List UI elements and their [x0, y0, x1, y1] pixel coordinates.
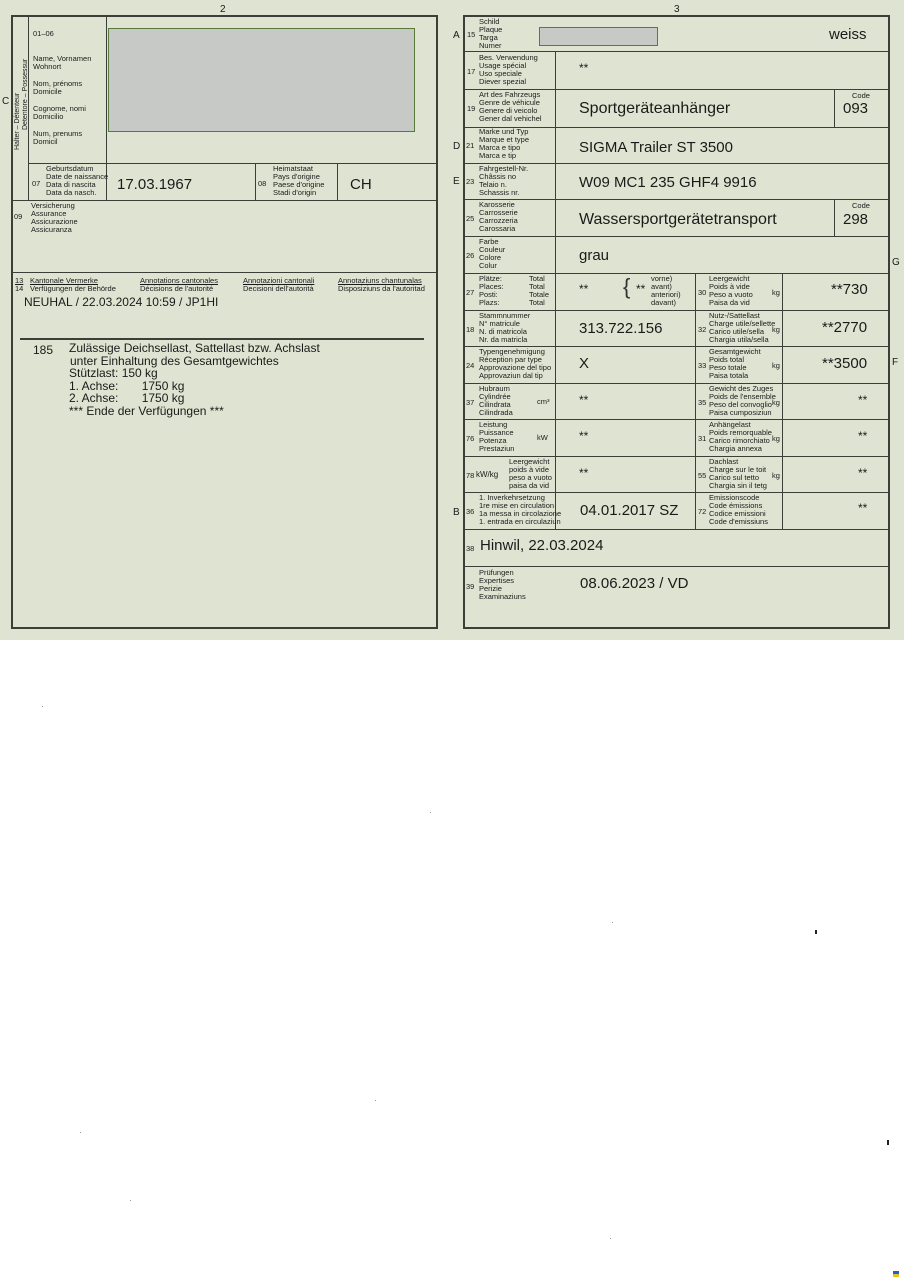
train-weight-unit: kg — [772, 398, 780, 407]
power-value: ** — [579, 429, 589, 443]
total-weight-num: 33 — [698, 361, 707, 370]
redacted-plate-number — [539, 27, 658, 46]
train-weight-num: 35 — [698, 398, 707, 407]
birth-num: 07 — [32, 179, 41, 188]
plate-label: Schild Plaque Targa Numer — [479, 17, 503, 50]
body-value: Wassersportgerätetransport — [579, 211, 777, 228]
remarks-num-13: 13 — [15, 276, 24, 285]
color-num: 26 — [466, 251, 475, 260]
page-number-left: 2 — [220, 4, 226, 15]
power-unit: kW — [537, 433, 548, 442]
color-value: grau — [579, 247, 610, 264]
place-date-value: Hinwil, 22.03.2024 — [480, 537, 604, 554]
vehicle-type-value: Sportgeräteanhänger — [579, 100, 731, 117]
birth-label: Geburtsdatum Date de naissance Data di nascita Data da nasch. — [46, 164, 109, 197]
train-weight-value: ** — [858, 393, 868, 407]
note-line: 2. Achse: 1750 kg — [69, 391, 185, 405]
body-num: 25 — [466, 214, 475, 223]
scan-speck — [42, 706, 43, 707]
insurance-num: 09 — [14, 212, 23, 221]
scan-speck — [375, 1100, 376, 1101]
chassis-label: Fahrgestell-Nr. Châssis no Telaio n. Schassis nr. — [479, 164, 529, 197]
chassis-num: 23 — [466, 177, 475, 186]
payload-num: 32 — [698, 325, 707, 334]
seats-front-value: ** — [636, 282, 646, 296]
empty-weight-label: Leergewicht Poids à vide Peso a vuoto Paisa da vid — [709, 274, 753, 307]
origin-country: CH — [350, 176, 372, 193]
usage-value: ** — [579, 61, 589, 75]
empty-weight-value: **730 — [831, 281, 868, 298]
holder-code: 01–06 — [33, 29, 54, 38]
vehicle-type-code-label: Code — [852, 91, 870, 100]
page-number-right: 3 — [674, 4, 680, 15]
displacement-value: ** — [579, 393, 589, 407]
roof-load-unit: kg — [772, 471, 780, 480]
make-value: SIGMA Trailer ST 3500 — [579, 139, 733, 156]
displacement-num: 37 — [466, 398, 475, 407]
vehicle-type-num: 19 — [467, 104, 476, 113]
seats-front-label: vorne) avant) anteriori) davant) — [651, 274, 681, 307]
roof-load-value: ** — [858, 466, 868, 480]
remarks-entry: NEUHAL / 22.03.2024 10:59 / JP1HI — [24, 295, 219, 309]
remarks-header-de: Kantonale Vermerke — [30, 276, 98, 285]
payload-unit: kg — [772, 325, 780, 334]
total-weight-label: Gesamtgewicht Poids total Peso totale Paisa totala — [709, 347, 761, 380]
scan-speck — [612, 922, 613, 923]
holder-name-label-fr: Nom, prénoms Domicile — [33, 79, 83, 96]
body-label: Karosserie Carrosserie Carrozzeria Carossaria — [479, 200, 518, 233]
displacement-label: Hubraum Cylindrée Cilindrata Cilindrada — [479, 384, 513, 417]
body-code-label: Code — [852, 201, 870, 210]
holder-name-label-it: Cognome, nomi Domicilio — [33, 104, 86, 121]
place-date-num: 38 — [466, 544, 475, 553]
usage-num: 17 — [467, 67, 476, 76]
remarks-sub-fr: Décisions de l'autorité — [140, 284, 214, 293]
remarks-header-fr: Annotations cantonales — [140, 276, 218, 285]
make-num: 21 — [466, 141, 475, 150]
remarks-sub-rm: Disposiziuns da l'autoritad — [338, 284, 425, 293]
master-number-label: Stammnummer N° matricule N. di matricola Nr. da matricla — [479, 311, 531, 344]
insurance-label: Versicherung Assurance Assicurazione Assicuranza — [31, 201, 78, 234]
plate-color: weiss — [829, 26, 867, 43]
power-weight-unit: kW/kg — [476, 470, 499, 479]
train-weight-label: Gewicht des Zuges Poids de l'ensemble Peso del convoglio Paisa cumposiziun — [709, 384, 776, 417]
side-letter-c: C — [2, 96, 10, 107]
first-registration-num: 36 — [466, 507, 475, 516]
payload-value: **2770 — [822, 319, 868, 336]
note-line: *** Ende der Verfügungen *** — [69, 403, 224, 418]
first-registration-label: 1. Inverkehrsetzung 1re mise en circulation 1a messa in circolazione 1. entrada en circulaziun — [479, 493, 562, 526]
power-label: Leistung Puissance Potenza Prestaziun — [479, 420, 515, 453]
brace-symbol: { — [623, 274, 631, 299]
side-letter-d: D — [453, 141, 461, 152]
approval-value: X — [579, 355, 590, 372]
make-label: Marke und Typ Marque et type Marca e tipo Marca e tip — [479, 127, 530, 160]
side-letter-a: A — [453, 30, 460, 41]
holder-name-label: Name, Vornamen Wohnort — [33, 54, 92, 71]
redacted-holder-address — [108, 28, 415, 132]
inspections-value: 08.06.2023 / VD — [580, 575, 689, 592]
remarks-header-rm: Annotaziuns chantunalas — [338, 276, 422, 285]
roof-load-num: 55 — [698, 471, 707, 480]
note-line: unter Einhaltung des Gesamtgewichtes — [70, 353, 279, 368]
scan-marker — [893, 1274, 899, 1277]
side-letter-f: F — [892, 357, 899, 368]
approval-num: 24 — [466, 361, 475, 370]
scan-speck — [430, 812, 431, 813]
empty-weight-num: 30 — [698, 288, 707, 297]
trailer-load-label: Anhängelast Poids remorquable Carico rimorchiato Chargia annexa — [709, 420, 772, 453]
displacement-unit: cm³ — [537, 397, 550, 406]
trailer-load-num: 31 — [698, 434, 707, 443]
power-num: 76 — [466, 434, 475, 443]
body-code: 298 — [843, 211, 869, 228]
first-registration-value: 04.01.2017 SZ — [580, 502, 679, 519]
total-weight-unit: kg — [772, 361, 780, 370]
master-number-num: 18 — [466, 325, 475, 334]
emission-value: ** — [858, 501, 868, 515]
holder-name-label-rm: Num, prenums Domicil — [33, 129, 83, 146]
power-weight-num: 78 — [466, 471, 475, 480]
usage-label: Bes. Verwendung Usage spécial Uso speciale Diever spezial — [479, 53, 538, 86]
power-weight-value: ** — [579, 466, 589, 480]
emission-label: Emissionscode Code émissions Codice emissioni Code d'emissiuns — [709, 493, 768, 526]
roof-load-label: Dachlast Charge sur le toit Carico sul tetto Chargia sin il tetg — [709, 457, 767, 490]
origin-label: Heimatstaat Pays d'origine Paese d'origine Stadi d'origin — [273, 164, 325, 197]
approval-label: Typengenehmigung Réception par type Approvazione del tipo Approvaziun dal tip — [479, 347, 552, 380]
note-line: Stützlast: 150 kg — [69, 366, 158, 380]
trailer-load-value: ** — [858, 429, 868, 443]
note-block — [69, 342, 320, 417]
trailer-load-unit: kg — [772, 434, 780, 443]
empty-weight-unit: kg — [772, 288, 780, 297]
side-letter-e: E — [453, 176, 460, 187]
note-code: 185 — [33, 343, 54, 357]
payload-label: Nutz-/Sattellast Charge utile/sellette Carico utile/sella Chargia utila/sella — [709, 311, 776, 344]
remarks-num-14: 14 — [15, 284, 24, 293]
seats-label: Plätze: Places: Posti: Plazs: — [479, 274, 504, 307]
holder-rotated-label-right: Detentore – Possessur — [22, 58, 29, 130]
birth-date: 17.03.1967 — [117, 176, 193, 193]
origin-num: 08 — [258, 179, 267, 188]
total-weight-value: **3500 — [822, 355, 868, 372]
vehicle-type-label: Art des Fahrzeugs Genre de véhicule Genere di veicolo Gener dal vehichel — [479, 90, 542, 123]
master-number-value: 313.722.156 — [579, 320, 663, 337]
note-line: Zulässige Deichsellast, Sattellast bzw. Achslast — [69, 341, 320, 355]
holder-rotated-label-left: Halter – Détenteur — [14, 92, 21, 150]
inspections-num: 39 — [466, 582, 475, 591]
chassis-value: W09 MC1 235 GHF4 9916 — [579, 174, 757, 191]
scan-speck — [610, 1238, 611, 1239]
vehicle-type-code: 093 — [843, 100, 869, 117]
emission-num: 72 — [698, 507, 707, 516]
remarks-header-it: Annotazioni cantonali — [243, 276, 315, 285]
color-label: Farbe Couleur Colore Colur — [479, 237, 506, 270]
seats-total-labels: Total Total Totale Total — [529, 274, 550, 307]
side-letter-b: B — [453, 507, 460, 518]
side-letter-g: G — [892, 257, 900, 268]
seats-total-value: ** — [579, 282, 589, 296]
seats-num: 27 — [466, 288, 475, 297]
scan-speck — [815, 930, 817, 934]
scan-speck — [887, 1140, 889, 1145]
remarks-sub-de: Verfügungen der Behörde — [30, 284, 116, 293]
scan-speck — [130, 1200, 131, 1201]
scan-speck — [80, 1132, 81, 1133]
note-line: 1. Achse: 1750 kg — [69, 378, 185, 393]
remarks-sub-it: Decisioni dell'autorità — [243, 284, 314, 293]
power-weight-label: Leergewicht poids à vide peso a vuoto paisa da vid — [509, 457, 552, 490]
inspections-label: Prüfungen Expertises Perizie Examinaziuns — [479, 568, 526, 601]
plate-num: 15 — [467, 30, 476, 39]
